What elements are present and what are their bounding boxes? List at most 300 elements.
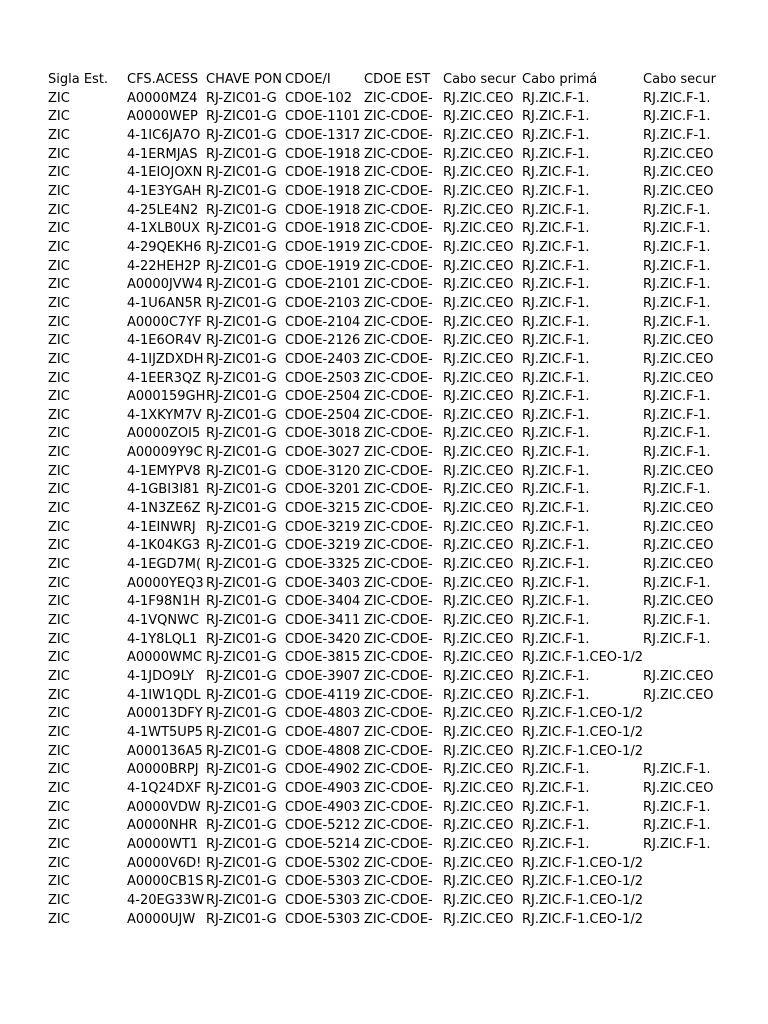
table-row [48, 90, 722, 109]
table-cell: CDOE-3018 [285, 426, 361, 442]
table-cell [643, 724, 722, 743]
table-cell: CDOE-1317 [285, 127, 361, 143]
table-cell: CDOE-3815 [285, 650, 361, 666]
table-cell: RJ-ZIC01-G [206, 295, 277, 311]
table-cell: RJ.ZIC.F-1. [522, 202, 590, 218]
table-cell: CDOE-3907 [285, 669, 361, 684]
table-cell: ZIC [48, 90, 70, 106]
table-cell: A0000VDW [127, 799, 201, 815]
table-cell: CDOE-4803 [285, 706, 361, 722]
table-cell: A0000MZ4 [127, 90, 198, 106]
table-cell: ZIC [48, 501, 70, 517]
table-cell: ZIC [48, 874, 70, 890]
table-cell: A000159GH [127, 389, 206, 405]
table-cell: 4-1EGD7M( [127, 557, 202, 573]
table-cell: RJ.ZIC.F-1. [522, 482, 590, 498]
table-cell: ZIC-CDOE- [364, 836, 433, 852]
table-row [48, 183, 722, 202]
table-cell: ZIC [48, 277, 70, 293]
table-cell: 4-1K04KG3 [127, 538, 201, 554]
table-cell: ZIC [48, 799, 70, 815]
table-cell: CDOE-1918 [285, 165, 361, 181]
table-cell: 4-20EG33W [127, 892, 205, 908]
table-cell: RJ-ZIC01-G [206, 258, 277, 274]
table-cell: ZIC [48, 146, 70, 162]
table-cell: RJ.ZIC.F-1. [522, 258, 590, 274]
table-cell: CDOE-1919 [285, 258, 361, 274]
table-cell: ZIC [48, 557, 70, 573]
table-row [48, 425, 722, 444]
table-cell: RJ.ZIC.F-1.CEO-1/2 [522, 892, 644, 908]
table-cell: ZIC [48, 165, 70, 181]
table-cell: CDOE-3403 [285, 575, 361, 591]
table-cell: RJ-ZIC01-G [206, 724, 277, 740]
table-header [48, 71, 722, 90]
table-cell: CDOE-4902 [285, 762, 361, 778]
table-row [48, 780, 722, 799]
table-cell: ZIC-CDOE- [364, 557, 433, 573]
table-cell: RJ.ZIC.CEO [443, 333, 514, 349]
table-cell: RJ.ZIC.CEO [443, 780, 514, 796]
table-cell: RJ-ZIC01-G [206, 183, 277, 199]
table-cell: ZIC [48, 780, 70, 796]
table-cell: RJ-ZIC01-G [206, 874, 277, 890]
table-row [48, 314, 722, 333]
table-cell: RJ.ZIC.F-1. [643, 426, 711, 442]
table-cell: RJ-ZIC01-G [206, 911, 277, 927]
table-cell: ZIC-CDOE- [364, 351, 433, 367]
table-cell: 4-1IW1QDL [127, 687, 201, 703]
table-cell: ZIC [48, 351, 70, 367]
table-cell: RJ-ZIC01-G [206, 762, 277, 778]
table-cell: RJ-ZIC01-G [206, 669, 277, 684]
table-cell: 4-1Q24DXF [127, 780, 202, 796]
table-cell: ZIC-CDOE- [364, 258, 433, 274]
table-cell: RJ-ZIC01-G [206, 892, 277, 908]
table-cell: RJ.ZIC.F-1. [643, 762, 711, 778]
table-cell: 4-1E6OR4V [127, 333, 202, 349]
table-cell: A0000BRPJ [127, 762, 199, 778]
table-cell [643, 649, 722, 668]
table-cell: RJ.ZIC.F-1.CEO-1/2 [522, 911, 644, 927]
table-cell: RJ.ZIC.CEO [443, 183, 514, 199]
table-row [48, 817, 722, 836]
table-cell: ZIC-CDOE- [364, 911, 433, 927]
table-cell: ZIC-CDOE- [364, 109, 433, 125]
table-cell: ZIC [48, 407, 70, 423]
table-cell: RJ.ZIC.F-1. [643, 818, 711, 834]
table-cell: RJ.ZIC.CEO [643, 594, 714, 610]
table-row [48, 724, 722, 743]
table-cell: ZIC-CDOE- [364, 519, 433, 535]
table-cell: RJ.ZIC.F-1. [522, 463, 590, 479]
table-cell: RJ.ZIC.CEO [443, 631, 514, 647]
table-cell: RJ-ZIC01-G [206, 314, 277, 330]
table-cell: RJ.ZIC.CEO [643, 370, 714, 386]
table-cell: RJ.ZIC.CEO [643, 780, 714, 796]
table-cell: RJ.ZIC.F-1. [522, 407, 590, 423]
table-row [48, 220, 722, 239]
table-cell: ZIC [48, 202, 70, 218]
table-cell: RJ.ZIC.CEO [443, 892, 514, 908]
table-cell: ZIC [48, 426, 70, 442]
table-cell: CDOE-2504 [285, 389, 361, 405]
table-cell: RJ.ZIC.F-1. [522, 669, 590, 684]
table-cell: ZIC-CDOE- [364, 650, 433, 666]
header-cell: CHAVE PON [206, 72, 282, 87]
table-cell: RJ-ZIC01-G [206, 780, 277, 796]
table-cell: RJ.ZIC.CEO [443, 239, 514, 255]
table-row [48, 761, 722, 780]
table-cell: ZIC-CDOE- [364, 631, 433, 647]
table-row [48, 799, 722, 818]
table-cell: ZIC-CDOE- [364, 687, 433, 703]
table-cell: 4-1EINWRJ [127, 519, 196, 535]
table-cell: RJ.ZIC.CEO [443, 445, 514, 461]
header-row [48, 71, 722, 90]
table-cell: RJ.ZIC.CEO [443, 426, 514, 442]
table-cell: ZIC [48, 687, 70, 703]
table-cell: RJ.ZIC.CEO [643, 501, 714, 517]
table-row [48, 537, 722, 556]
table-row [48, 836, 722, 855]
table-cell: ZIC-CDOE- [364, 333, 433, 349]
table-cell: RJ.ZIC.CEO [443, 724, 514, 740]
table-cell: 4-22HEH2P [127, 258, 201, 274]
table-cell: ZIC [48, 724, 70, 740]
table-cell: RJ.ZIC.CEO [443, 202, 514, 218]
table-cell: RJ.ZIC.CEO [643, 165, 714, 181]
table-cell: RJ-ZIC01-G [206, 370, 277, 386]
table-cell: RJ.ZIC.F-1. [522, 109, 590, 125]
table-cell: RJ.ZIC.CEO [643, 183, 714, 199]
table-cell: ZIC [48, 613, 70, 629]
table-cell: RJ-ZIC01-G [206, 463, 277, 479]
table-cell: RJ.ZIC.F-1. [522, 277, 590, 293]
table-cell: CDOE-2504 [285, 407, 361, 423]
table-cell: RJ.ZIC.F-1. [643, 314, 711, 330]
table-cell: ZIC [48, 836, 70, 852]
table-cell: A0000NHR [127, 818, 198, 834]
table-cell: CDOE-2126 [285, 333, 361, 349]
table-cell: CDOE-3120 [285, 463, 361, 479]
table-cell: RJ.ZIC.CEO [443, 407, 514, 423]
table-cell: CDOE-1919 [285, 239, 361, 255]
table-cell: RJ.ZIC.F-1. [522, 613, 590, 629]
table-cell: ZIC [48, 519, 70, 535]
table-cell: 4-1Y8LQL1 [127, 631, 198, 647]
table-cell: ZIC-CDOE- [364, 90, 433, 106]
table-cell: RJ.ZIC.CEO [443, 911, 514, 927]
table-cell: RJ.ZIC.F-1.CEO-1/2 [522, 706, 644, 722]
table-row [48, 351, 722, 370]
table-cell: RJ.ZIC.CEO [443, 669, 514, 684]
table-cell: 4-1N3ZE6Z [127, 501, 201, 517]
table-cell: RJ.ZIC.F-1. [522, 519, 590, 535]
table-cell: CDOE-4119 [285, 687, 361, 703]
table-cell: RJ-ZIC01-G [206, 706, 277, 722]
table-cell: ZIC-CDOE- [364, 146, 433, 162]
table-row [48, 258, 722, 277]
table-cell: ZIC [48, 482, 70, 498]
table-cell: RJ.ZIC.CEO [443, 127, 514, 143]
table-row [48, 873, 722, 892]
table-cell: ZIC [48, 911, 70, 927]
table-cell: CDOE-5214 [285, 836, 361, 852]
table-cell: ZIC [48, 445, 70, 461]
table-cell: CDOE-5303 [285, 892, 361, 908]
table-cell: RJ.ZIC.F-1. [643, 407, 711, 423]
table-row [48, 276, 722, 295]
table-cell: RJ.ZIC.F-1. [522, 351, 590, 367]
table-cell: RJ.ZIC.CEO [443, 818, 514, 834]
table-cell: CDOE-3027 [285, 445, 361, 461]
table-cell: ZIC-CDOE- [364, 183, 433, 199]
table-cell: RJ.ZIC.CEO [643, 463, 714, 479]
table-row [48, 407, 722, 426]
table-cell: ZIC-CDOE- [364, 445, 433, 461]
table-cell: A0000CB1S [127, 874, 204, 890]
table-cell: RJ.ZIC.F-1. [643, 799, 711, 815]
table-cell: A0000WMC [127, 650, 203, 666]
table-row [48, 649, 722, 668]
table-cell: RJ.ZIC.F-1. [643, 239, 711, 255]
table-cell: RJ.ZIC.CEO [443, 277, 514, 293]
table-cell: RJ.ZIC.CEO [443, 90, 514, 106]
table-row [48, 146, 722, 165]
table-cell: RJ.ZIC.F-1. [643, 127, 711, 143]
table-cell: 4-1EIOJOXN [127, 165, 203, 181]
table-row [48, 892, 722, 911]
table-cell: RJ-ZIC01-G [206, 613, 277, 629]
table-cell: RJ.ZIC.F-1. [522, 389, 590, 405]
table-cell: RJ.ZIC.CEO [643, 687, 714, 703]
table-cell: ZIC-CDOE- [364, 463, 433, 479]
table-cell: 4-1F98N1H [127, 594, 201, 610]
table-cell: RJ.ZIC.F-1. [643, 258, 711, 274]
table-cell: RJ.ZIC.F-1. [522, 370, 590, 386]
table-cell: A0000C7YF [127, 314, 202, 330]
table-cell: ZIC-CDOE- [364, 892, 433, 908]
table-cell: ZIC-CDOE- [364, 575, 433, 591]
table-cell: RJ.ZIC.CEO [443, 706, 514, 722]
table-cell: A0000JVW4 [127, 277, 203, 293]
table-row [48, 500, 722, 519]
table-cell: RJ.ZIC.CEO [443, 687, 514, 703]
table-cell: RJ.ZIC.CEO [443, 762, 514, 778]
table-row [48, 295, 722, 314]
table-cell: CDOE-2103 [285, 295, 361, 311]
table-cell: ZIC-CDOE- [364, 669, 433, 684]
table-cell: RJ-ZIC01-G [206, 333, 277, 349]
table-row [48, 687, 722, 706]
table-cell: CDOE-3219 [285, 519, 361, 535]
table-cell: 4-1U6AN5R [127, 295, 202, 311]
table-cell: CDOE-4903 [285, 799, 361, 815]
table-cell: CDOE-3219 [285, 538, 361, 554]
table-cell: ZIC [48, 370, 70, 386]
table-cell: ZIC [48, 258, 70, 274]
table-cell: RJ-ZIC01-G [206, 221, 277, 237]
table-cell: RJ-ZIC01-G [206, 501, 277, 517]
table-cell: ZIC-CDOE- [364, 613, 433, 629]
table-cell: RJ.ZIC.F-1. [522, 557, 590, 573]
table-cell: RJ-ZIC01-G [206, 557, 277, 573]
table-cell: RJ.ZIC.F-1. [522, 314, 590, 330]
table-cell: RJ.ZIC.F-1. [643, 613, 711, 629]
table-cell: RJ-ZIC01-G [206, 799, 277, 815]
table-cell: RJ-ZIC01-G [206, 127, 277, 143]
table-cell: RJ-ZIC01-G [206, 631, 277, 647]
table-cell: ZIC [48, 594, 70, 610]
table-cell: CDOE-3215 [285, 501, 361, 517]
table-cell: RJ.ZIC.CEO [443, 258, 514, 274]
table-cell: RJ-ZIC01-G [206, 239, 277, 255]
table-cell: RJ-ZIC01-G [206, 594, 277, 610]
table-cell: RJ.ZIC.F-1. [522, 146, 590, 162]
table-cell [643, 892, 722, 911]
table-cell: 4-1EMYPV8 [127, 463, 201, 479]
table-cell: RJ.ZIC.F-1. [522, 333, 590, 349]
table-cell: ZIC-CDOE- [364, 762, 433, 778]
table-cell: ZIC-CDOE- [364, 407, 433, 423]
table-cell: 4-1JDO9LY [127, 669, 195, 684]
table-cell: RJ.ZIC.CEO [643, 538, 714, 554]
table-cell: ZIC [48, 575, 70, 591]
table-row [48, 668, 722, 687]
table-cell: A0000ZOI5 [127, 426, 201, 442]
table-cell: RJ-ZIC01-G [206, 519, 277, 535]
table-cell: RJ-ZIC01-G [206, 90, 277, 106]
table-cell: A00009Y9C [127, 445, 203, 461]
table-cell: CDOE-3404 [285, 594, 361, 610]
table-cell: CDOE-5303 [285, 911, 361, 927]
table-cell: ZIC [48, 221, 70, 237]
table-cell: CDOE-4808 [285, 743, 361, 759]
table-cell: RJ.ZIC.CEO [443, 743, 514, 759]
table-cell: RJ.ZIC.CEO [443, 799, 514, 815]
table-cell: RJ-ZIC01-G [206, 855, 277, 871]
table-cell: RJ-ZIC01-G [206, 277, 277, 293]
table-row [48, 370, 722, 389]
table-cell: RJ.ZIC.F-1. [522, 445, 590, 461]
table-cell: 4-1GBI3I81 [127, 482, 200, 498]
table-cell [643, 705, 722, 724]
table-cell: RJ.ZIC.CEO [443, 538, 514, 554]
table-cell: RJ-ZIC01-G [206, 202, 277, 218]
table-cell: ZIC-CDOE- [364, 724, 433, 740]
table-cell: RJ.ZIC.CEO [643, 669, 714, 684]
table-cell: RJ.ZIC.F-1. [643, 445, 711, 461]
table-cell: RJ.ZIC.F-1. [522, 575, 590, 591]
table-cell: ZIC [48, 743, 70, 759]
table-cell: RJ.ZIC.F-1. [522, 165, 590, 181]
table-cell: RJ-ZIC01-G [206, 109, 277, 125]
table-cell: RJ.ZIC.F-1. [643, 836, 711, 852]
table-cell: RJ.ZIC.F-1. [643, 277, 711, 293]
table-cell: ZIC-CDOE- [364, 314, 433, 330]
table-cell: RJ.ZIC.F-1. [643, 389, 711, 405]
table-cell: RJ.ZIC.CEO [443, 351, 514, 367]
table-cell: ZIC-CDOE- [364, 127, 433, 143]
table-cell: RJ-ZIC01-G [206, 575, 277, 591]
table-cell: ZIC [48, 295, 70, 311]
table-cell: CDOE-5303 [285, 874, 361, 890]
table-cell: ZIC [48, 239, 70, 255]
table-row [48, 575, 722, 594]
table-cell: CDOE-2101 [285, 277, 361, 293]
header-cell: CFS.ACESS [127, 72, 199, 87]
table-cell: RJ.ZIC.F-1.CEO-1/2 [522, 650, 644, 666]
table-cell: RJ.ZIC.F-1. [522, 687, 590, 703]
table-cell: RJ-ZIC01-G [206, 650, 277, 666]
table-cell: CDOE-1918 [285, 221, 361, 237]
table-row [48, 855, 722, 874]
header-cell: Cabo secur [643, 72, 716, 87]
table-cell: CDOE-102 [285, 90, 353, 106]
table-cell: RJ-ZIC01-G [206, 818, 277, 834]
table-cell: RJ.ZIC.F-1. [522, 239, 590, 255]
table-cell: RJ-ZIC01-G [206, 445, 277, 461]
table-cell: RJ.ZIC.CEO [443, 613, 514, 629]
table-cell: RJ.ZIC.F-1. [522, 836, 590, 852]
table-cell: ZIC [48, 818, 70, 834]
table-row [48, 743, 722, 762]
table-cell: ZIC-CDOE- [364, 482, 433, 498]
table-cell: RJ-ZIC01-G [206, 836, 277, 852]
table-cell: 4-1E3YGAH [127, 183, 202, 199]
table-cell: RJ.ZIC.CEO [443, 874, 514, 890]
table-row [48, 705, 722, 724]
table-cell: CDOE-1918 [285, 183, 361, 199]
table-cell: ZIC [48, 333, 70, 349]
table-cell: RJ.ZIC.CEO [443, 165, 514, 181]
header-cell: CDOE EST [364, 72, 431, 87]
table-cell: 4-1ERMJAS [127, 146, 198, 162]
table-cell: RJ.ZIC.CEO [443, 594, 514, 610]
table-cell: RJ.ZIC.CEO [643, 146, 714, 162]
table-cell: RJ.ZIC.CEO [443, 557, 514, 573]
table-cell: 4-25LE4N2 [127, 202, 199, 218]
table-cell: RJ-ZIC01-G [206, 482, 277, 498]
table-cell: CDOE-1918 [285, 146, 361, 162]
table-cell: ZIC [48, 463, 70, 479]
table-cell: RJ.ZIC.F-1. [522, 594, 590, 610]
table-cell: RJ.ZIC.CEO [643, 519, 714, 535]
table-cell: ZIC-CDOE- [364, 221, 433, 237]
table-cell: RJ.ZIC.F-1. [643, 575, 711, 591]
table-cell: ZIC [48, 389, 70, 405]
header-cell: Sigla Est. [48, 72, 109, 87]
header-cell: Cabo secur [443, 72, 516, 87]
table-cell: A0000WEP [127, 109, 198, 125]
table-cell: RJ.ZIC.CEO [443, 146, 514, 162]
table-cell: ZIC-CDOE- [364, 370, 433, 386]
table-cell: RJ.ZIC.F-1. [522, 183, 590, 199]
table-row [48, 911, 722, 930]
table-cell: ZIC-CDOE- [364, 426, 433, 442]
table-cell: RJ.ZIC.F-1. [522, 631, 590, 647]
table-row [48, 481, 722, 500]
table-cell: RJ.ZIC.CEO [443, 221, 514, 237]
table-cell: A0000UJW [127, 911, 196, 927]
table-cell: RJ-ZIC01-G [206, 389, 277, 405]
table-cell: RJ.ZIC.CEO [443, 519, 514, 535]
table-cell: ZIC [48, 109, 70, 125]
table-cell: RJ.ZIC.F-1. [643, 109, 711, 125]
table-cell: ZIC-CDOE- [364, 799, 433, 815]
table-cell: ZIC [48, 669, 70, 684]
